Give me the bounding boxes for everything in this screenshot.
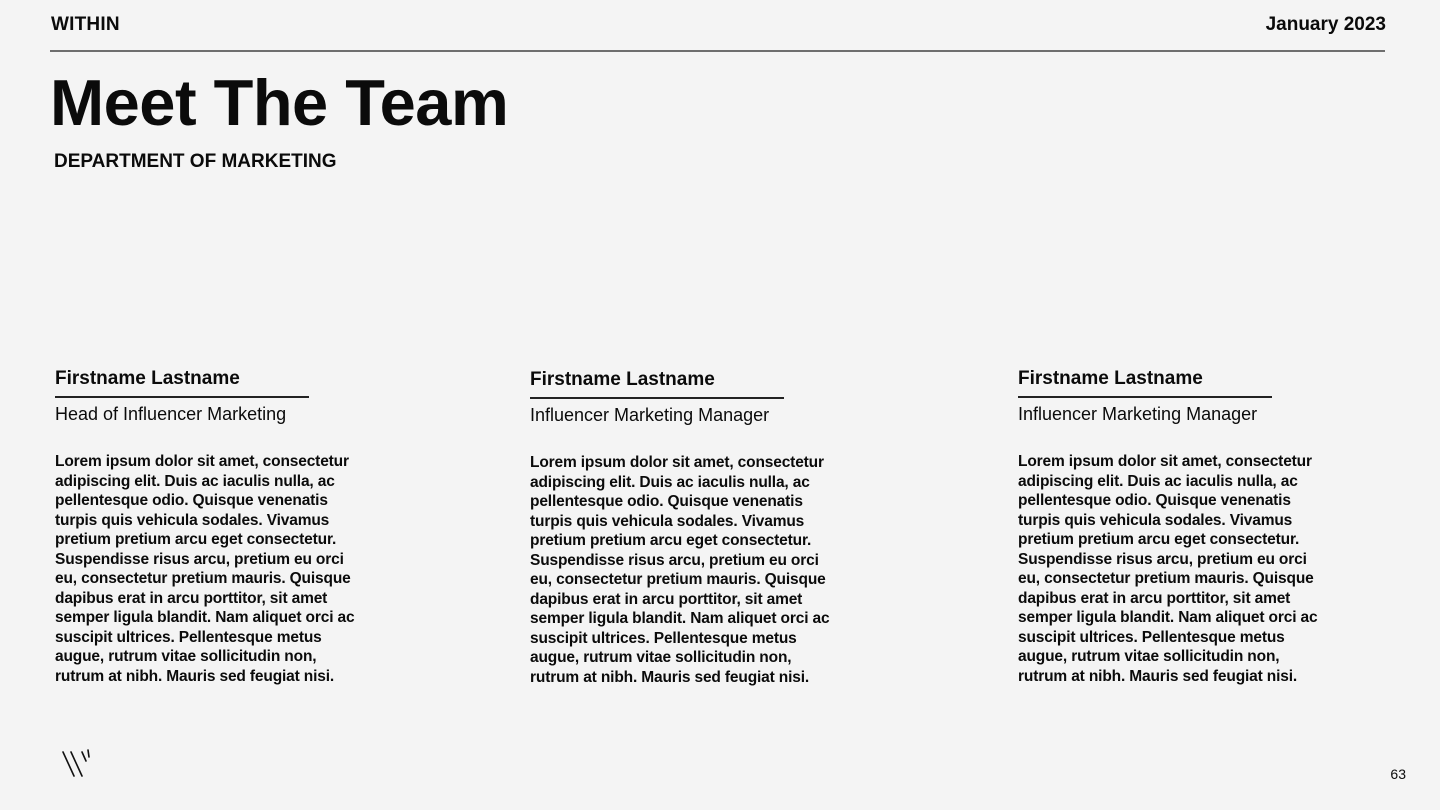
team-member-card [530,368,850,687]
page-number: 63 [1390,766,1406,782]
member-name: Firstname Lastname [1018,368,1203,389]
member-bio: Lorem ipsum dolor sit amet, consectetur adipiscing elit. Duis ac iaculis nulla, ac pellentesque odio. Quisque venenatis turpis quis vehicula sodales. Vivamus pretium pretium arcu eget consectetur. Suspendisse risus arcu, pretium eu orci eu, consectetur pretium mauris. Quisque dapibus erat in arcu porttitor, sit amet semper ligula blandit. Nam aliquet orci ac suscipit ultrices. Pellentesque metus augue, rutrum vitae sollicitudin non, rutrum at nibh. Mauris sed feugiat nisi. [55,453,355,685]
team-member-card [1018,367,1338,686]
member-role: Influencer Marketing Manager [1018,404,1258,424]
document-date: January 2023 [1265,14,1386,35]
member-bio: Lorem ipsum dolor sit amet, consectetur adipiscing elit. Duis ac iaculis nulla, ac pellentesque odio. Quisque venenatis turpis quis vehicula sodales. Vivamus pretium pretium arcu eget consectetur. Suspendisse risus arcu, pretium eu orci eu, consectetur pretium mauris. Quisque dapibus erat in arcu porttitor, sit amet semper ligula blandit. Nam aliquet orci ac suscipit ultrices. Pellentesque metus augue, rutrum vitae sollicitudin non, rutrum at nibh. Mauris sed feugiat nisi. [1018,453,1318,685]
member-name-divider [530,397,784,399]
member-name-divider [55,396,309,398]
page-title: Meet The Team [50,66,509,139]
member-name: Firstname Lastname [55,368,240,389]
member-name: Firstname Lastname [530,369,715,390]
member-role: Head of Influencer Marketing [55,404,287,424]
within-logo-icon [60,748,94,780]
member-role: Influencer Marketing Manager [530,405,770,425]
header-divider [50,50,1385,52]
member-name-divider [1018,396,1272,398]
brand-name: WITHIN [51,14,120,35]
page-subtitle: DEPARTMENT OF MARKETING [54,151,337,172]
team-member-card [55,367,375,686]
member-bio: Lorem ipsum dolor sit amet, consectetur adipiscing elit. Duis ac iaculis nulla, ac pellentesque odio. Quisque venenatis turpis quis vehicula sodales. Vivamus pretium pretium arcu eget consectetur. Suspendisse risus arcu, pretium eu orci eu, consectetur pretium mauris. Quisque dapibus erat in arcu porttitor, sit amet semper ligula blandit. Nam aliquet orci ac suscipit ultrices. Pellentesque metus augue, rutrum vitae sollicitudin non, rutrum at nibh. Mauris sed feugiat nisi. [530,454,830,686]
